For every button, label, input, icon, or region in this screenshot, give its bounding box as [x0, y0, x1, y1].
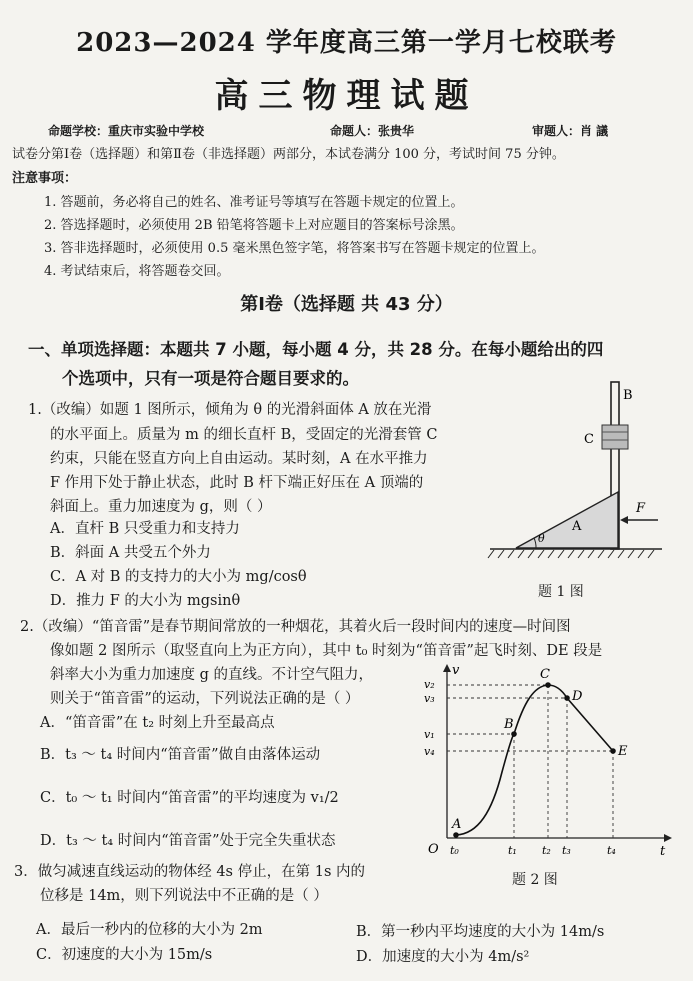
point-d [564, 695, 570, 701]
q1-line: 斜面上。重力加速度为 g，则（ ） [50, 499, 272, 515]
q1-line: 约束，只能在竖直方向上自由运动。某时刻，A 在水平推力 [50, 451, 428, 467]
part-heading-line2: 个选项中，只有一项是符合题目要求的。 [62, 369, 359, 388]
t-axis-label: t [660, 844, 666, 859]
q3-line: 位移是 14m，则下列说法中不正确的是（ ） [40, 888, 328, 904]
figure-1-caption: 题 1 图 [538, 584, 584, 600]
q2-line: 2.（改编）“笛音雷”是春节期间常放的一种烟花，其着火后一段时间内的速度—时间图 [20, 619, 571, 635]
label-f: F [636, 501, 646, 516]
part-heading-line1: 一、单项选择题：本题共 7 小题，每小题 4 分，共 28 分。在每小题给出的四 [28, 340, 604, 359]
note-item: 3. 答非选择题时，必须使用 0.5 毫米黑色签字笔，将答案书写在答题卡规定的位置上。 [44, 241, 545, 256]
label-a: A [452, 817, 462, 832]
label-e: E [618, 744, 628, 759]
label-d: D [572, 689, 583, 704]
tick-t0: t₀ [450, 844, 459, 857]
notes-title: 注意事项： [12, 171, 78, 186]
point-a [453, 832, 459, 838]
figure-1 [486, 380, 666, 560]
q3-option-c: C．初速度的大小为 15m/s [36, 947, 213, 963]
q2-option-a: A．“笛音雷”在 t₂ 时刻上升至最高点 [40, 715, 275, 731]
guide-lines [447, 685, 613, 838]
q1-line: 1.（改编）如题 1 图所示，倾角为 θ 的光滑斜面体 A 放在光滑 [28, 402, 432, 418]
tick-t4: t₄ [607, 844, 616, 857]
author-info: 命题人：张贵华 [330, 124, 415, 138]
q2-option-c: C．t₀ ～ t₁ 时间内“笛音雷”的平均速度为 v₁/2 [40, 790, 339, 806]
label-c: C [540, 667, 550, 682]
tick-v3: v₃ [424, 692, 435, 705]
note-item: 1. 答题前，务必将自己的姓名、准考证号等填写在答题卡规定的位置上。 [44, 195, 464, 210]
figure-2 [420, 662, 675, 862]
note-item: 2. 答选择题时，必须使用 2B 铅笔将答题卡上对应题目的答案标号涂黑。 [44, 218, 464, 233]
point-c [545, 682, 551, 688]
q2-option-d: D．t₃ ～ t₄ 时间内“笛音雷”处于完全失重状态 [40, 833, 336, 849]
ground-hatch [488, 550, 654, 558]
wedge-a [516, 492, 618, 548]
q2-line: 则关于“笛音雷”的运动，下列说法正确的是（ ） [50, 691, 360, 707]
q2-line: 像如题 2 图所示（取竖直向上为正方向），其中 t₀ 时刻为“笛音雷”起飞时刻、DE 段是 [50, 643, 603, 659]
figure-2-caption: 题 2 图 [512, 872, 558, 888]
q1-option-b: B．斜面 A 共受五个外力 [50, 545, 211, 561]
q3-option-b: B．第一秒内平均速度的大小为 14m/s [356, 924, 605, 940]
q2-line: 斜率大小为重力加速度 g 的直线。不计空气阻力， [50, 667, 373, 683]
tick-t1: t₁ [508, 844, 517, 857]
point-b [511, 731, 517, 737]
q1-line: 的水平面上。质量为 m 的细长直杆 B，受固定的光滑套管 C [50, 427, 438, 443]
q3-option-d: D．加速度的大小为 4m/s² [356, 949, 530, 965]
intro-text: 试卷分第Ⅰ卷（选择题）和第Ⅱ卷（非选择题）两部分，本试卷满分 100 分，考试时间 75 分钟。 [12, 147, 565, 162]
vt-curve [456, 685, 613, 835]
q3-option-a: A．最后一秒内的位移的大小为 2m [36, 922, 263, 938]
q2-option-b: B．t₃ ～ t₄ 时间内“笛音雷”做自由落体运动 [40, 747, 321, 763]
tick-v2: v₂ [424, 678, 435, 691]
subject-title: 高三物理试题 [214, 76, 479, 116]
tick-t3: t₃ [562, 844, 571, 857]
q1-option-a: A．直杆 B 只受重力和支持力 [50, 521, 240, 537]
origin-label: O [428, 842, 439, 857]
label-b: B [504, 717, 514, 732]
label-c: C [584, 432, 594, 447]
q1-line: F 作用下处于静止状态，此时 B 杆下端正好压在 A 顶端的 [50, 475, 424, 491]
school-info: 命题学校：重庆市实验中学校 [48, 124, 205, 138]
exam-title: 2023—2024 学年度高三第一学月七校联考 [76, 28, 617, 58]
q1-option-c: C．A 对 B 的支持力的大小为 mg/cosθ [50, 569, 307, 585]
point-e [610, 748, 616, 754]
tick-v1: v₁ [424, 728, 435, 741]
label-theta: θ [538, 532, 545, 545]
tick-v4: v₄ [424, 745, 435, 758]
sleeve-c [602, 425, 628, 449]
label-b: B [623, 388, 633, 403]
q3-line: 3．做匀减速直线运动的物体经 4s 停止，在第 1s 内的 [14, 864, 365, 880]
v-axis-label: v [452, 663, 460, 678]
section-heading: 第Ⅰ卷（选择题 共 43 分） [240, 294, 453, 315]
note-item: 4. 考试结束后，将答题卷交回。 [44, 264, 230, 279]
reviewer-info: 审题人：肖 議 [532, 124, 609, 138]
label-a: A [572, 519, 582, 534]
q1-option-d: D．推力 F 的大小为 mgsinθ [50, 593, 241, 609]
tick-t2: t₂ [542, 844, 551, 857]
